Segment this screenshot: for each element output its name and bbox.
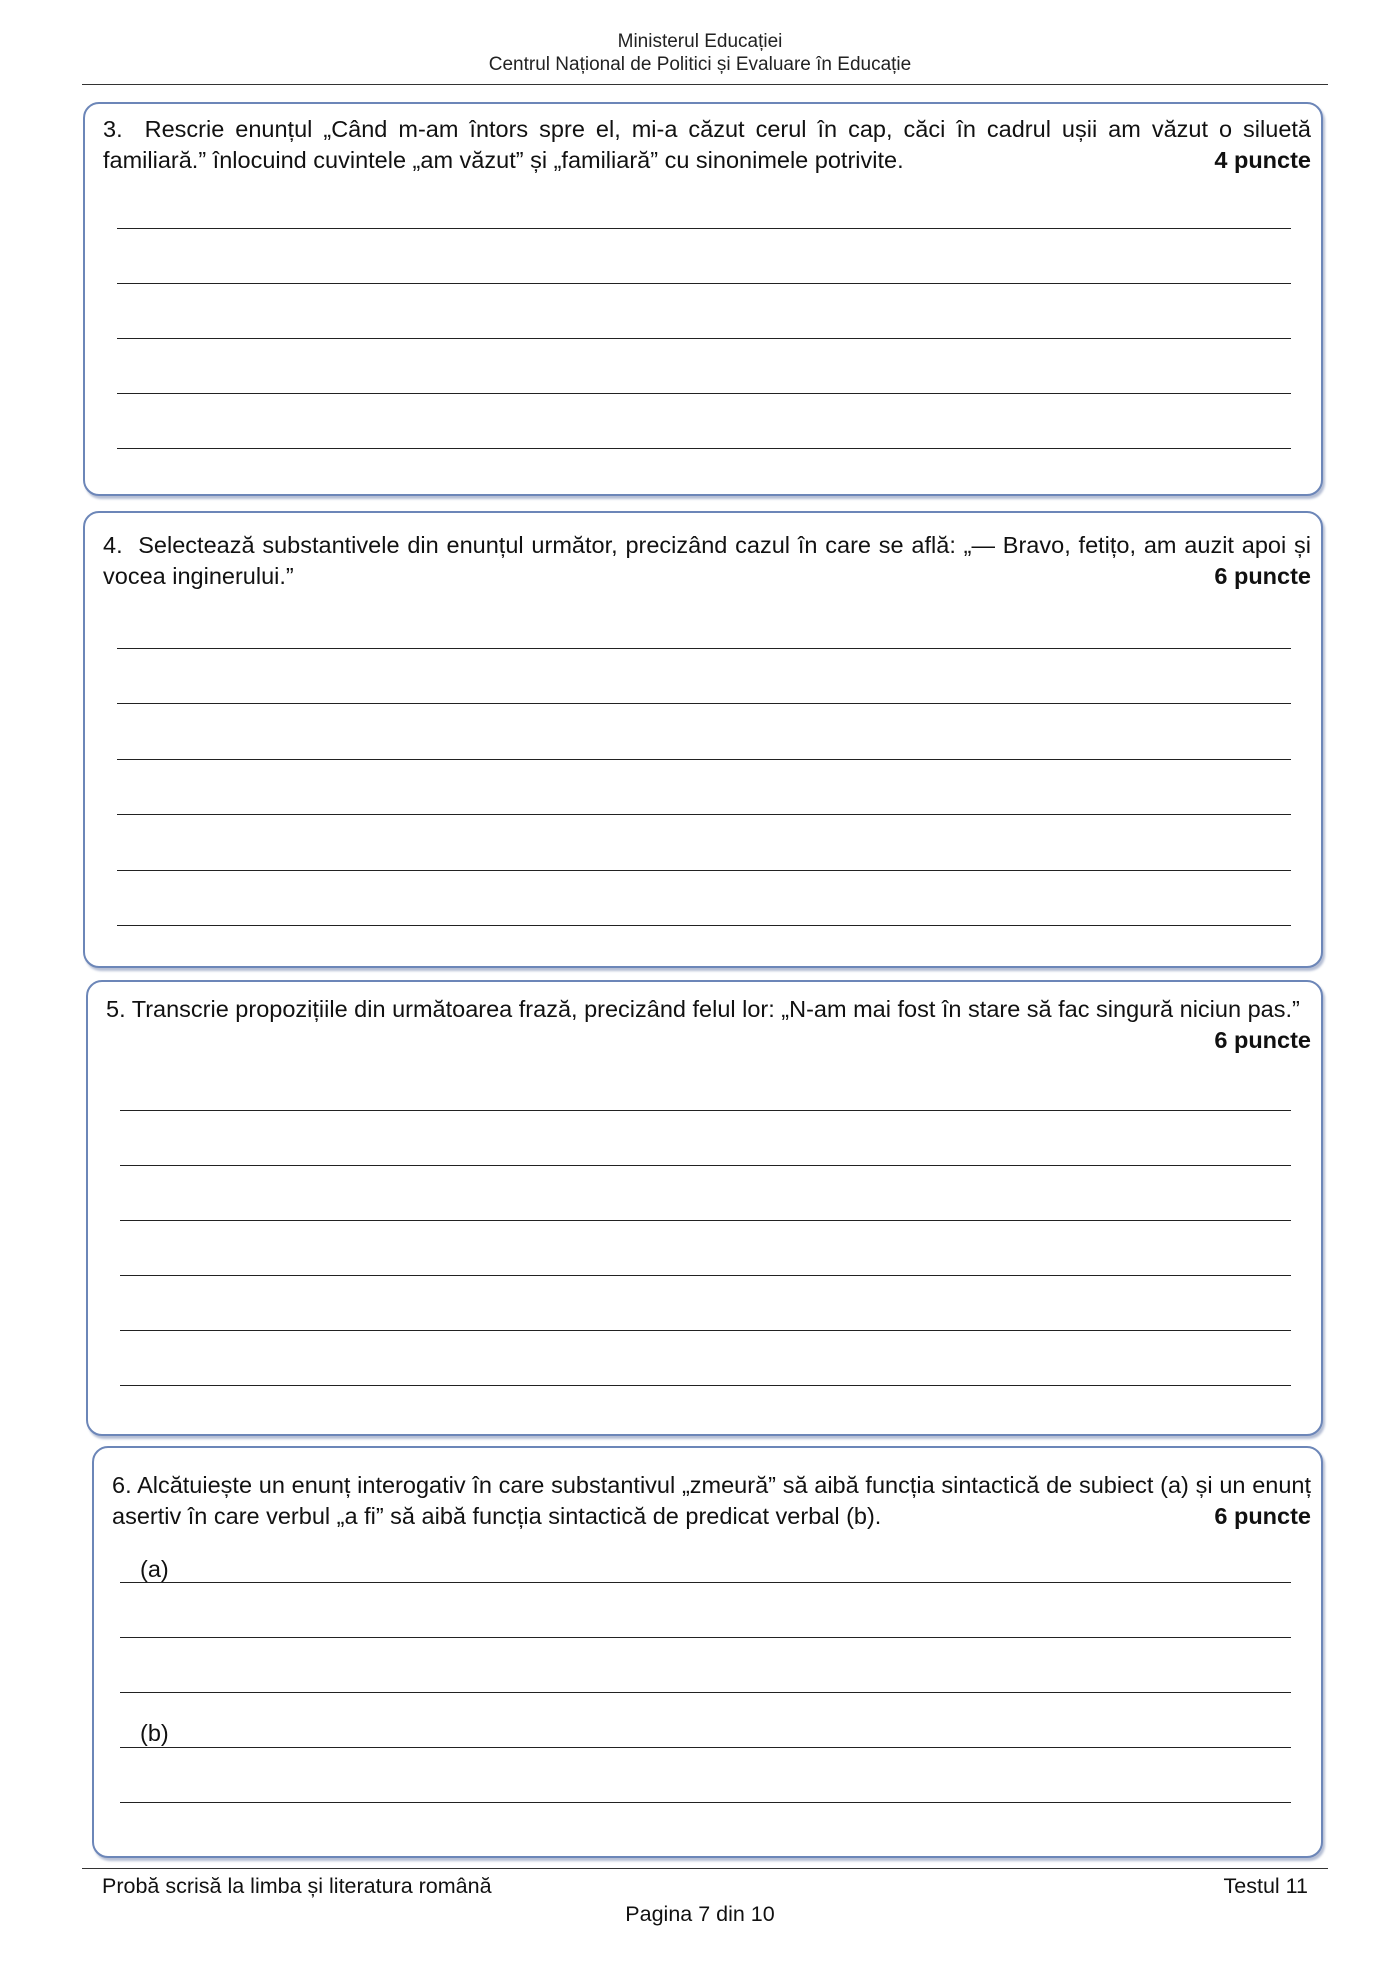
answer-line[interactable] xyxy=(117,283,1291,284)
exam-subject: Probă scrisă la limba și literatura română xyxy=(102,1874,492,1898)
answer-line[interactable] xyxy=(117,338,1291,339)
question-6-prompt xyxy=(112,1470,1311,1532)
page-number: Pagina 7 din 10 xyxy=(625,1902,775,1926)
answer-line[interactable] xyxy=(117,648,1291,649)
test-number: Testul 11 xyxy=(1223,1874,1308,1898)
question-number: 5. xyxy=(106,996,126,1022)
question-5-box xyxy=(86,980,1323,1436)
answer-line[interactable] xyxy=(117,759,1291,760)
question-3-prompt xyxy=(103,114,1311,176)
question-text: Alcătuiește un enunț interogativ în care substantivul „zmeură” să aibă funcția sintactică de subiect (a) și un enunț asertiv în care verbul „a fi” să aibă funcția sintactică de predicat verbal (b). xyxy=(112,1472,1312,1529)
answer-line[interactable] xyxy=(117,870,1291,871)
question-points: 6 puncte xyxy=(1214,563,1311,589)
question-text: Selectează substantivele din enunțul următor, precizând cazul în care se află: „— Bravo, fetițo, am auzit apoi și vocea inginerului.” xyxy=(103,532,1311,589)
page-header xyxy=(0,30,1400,76)
question-text: Transcrie propozițiile din următoarea frază, precizând felul lor: „N-am mai fost în stare să fac singură niciun pas.” xyxy=(131,996,1300,1022)
answer-line[interactable] xyxy=(120,1802,1291,1803)
answer-line[interactable] xyxy=(120,1330,1291,1331)
question-5-prompt xyxy=(106,994,1311,1056)
answer-line[interactable] xyxy=(117,925,1291,926)
answer-line[interactable] xyxy=(120,1385,1291,1386)
question-4-box xyxy=(83,511,1323,968)
answer-line[interactable] xyxy=(120,1275,1291,1276)
answer-line[interactable] xyxy=(120,1637,1291,1638)
ministry-title: Ministerul Educației xyxy=(617,31,783,52)
answer-line[interactable] xyxy=(117,393,1291,394)
question-number: 4. xyxy=(103,532,123,558)
answer-line[interactable] xyxy=(120,1110,1291,1111)
center-title: Centrul Național de Politici și Evaluare în Educație xyxy=(488,54,912,75)
answer-line[interactable] xyxy=(117,228,1291,229)
answer-line[interactable] xyxy=(117,448,1291,449)
answer-label-b: (b) xyxy=(140,1720,169,1746)
question-4-prompt xyxy=(103,530,1311,592)
question-points: 6 puncte xyxy=(1214,1503,1311,1529)
header-divider xyxy=(82,84,1328,85)
answer-line[interactable] xyxy=(117,814,1291,815)
answer-line[interactable] xyxy=(120,1165,1291,1166)
answer-line[interactable] xyxy=(120,1747,1291,1748)
question-number: 6. xyxy=(112,1472,132,1498)
question-text: Rescrie enunțul „Când m-am întors spre el, mi-a căzut cerul în cap, căci în cadrul ușii am văzut o siluetă familiară.” înlocuind cuvintele „am văzut” și „familiară” cu sinonimele potrivite. xyxy=(103,116,1311,173)
answer-line[interactable] xyxy=(120,1582,1291,1583)
footer-divider xyxy=(82,1868,1328,1869)
answer-line[interactable] xyxy=(120,1220,1291,1221)
question-points: 6 puncte xyxy=(1214,1027,1311,1053)
question-points: 4 puncte xyxy=(1214,147,1311,173)
answer-label-a: (a) xyxy=(140,1556,169,1582)
answer-line[interactable] xyxy=(120,1692,1291,1693)
answer-line[interactable] xyxy=(117,703,1291,704)
question-3-box xyxy=(83,102,1323,496)
question-6-box xyxy=(92,1446,1323,1858)
question-number: 3. xyxy=(103,116,123,142)
